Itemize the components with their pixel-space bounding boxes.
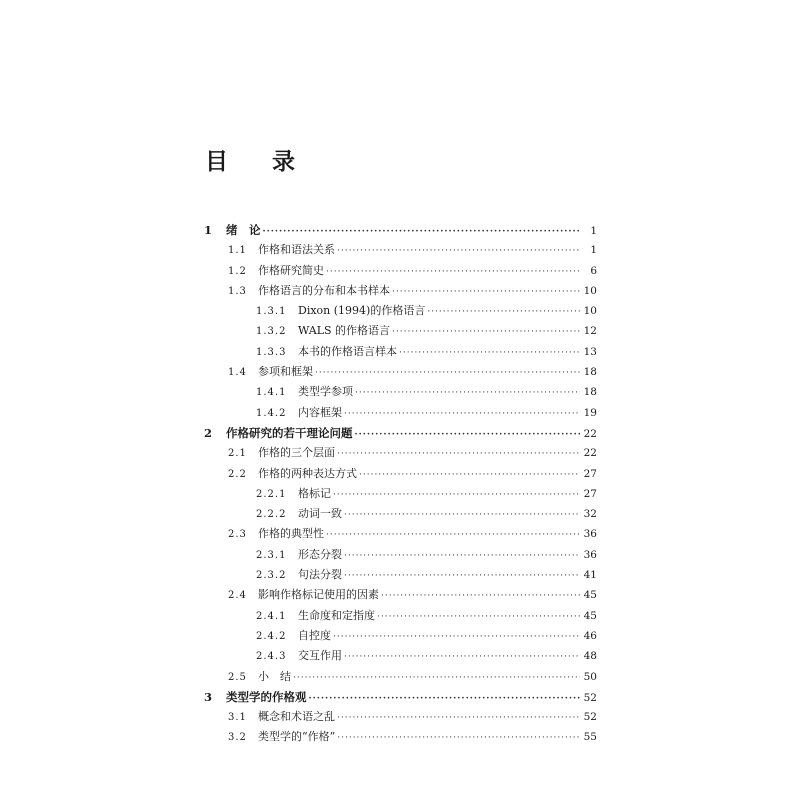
- toc-entry-title: 句法分裂: [298, 568, 342, 582]
- toc-entry-page-number: 55: [583, 731, 597, 744]
- dot-leader: [315, 363, 580, 383]
- toc-entry-number: 1.3.3: [256, 346, 287, 358]
- toc-entry[interactable]: [204, 646, 597, 666]
- toc-entry[interactable]: [204, 464, 597, 484]
- toc-entry-title: 交互作用: [298, 649, 342, 663]
- toc-entry-title: 作格的两种表达方式: [258, 466, 357, 480]
- toc-entry-number: 2.4.1: [256, 610, 287, 622]
- toc-entry-title: 作格研究简史: [258, 263, 324, 277]
- toc-entry[interactable]: [204, 606, 597, 626]
- toc-entry[interactable]: [204, 301, 597, 321]
- toc-entry-page-number: 18: [583, 366, 597, 379]
- toc-entry-title: 内容框架: [298, 405, 342, 419]
- toc-entry[interactable]: [204, 687, 597, 707]
- toc-entry-number: 2: [204, 425, 213, 440]
- toc-entry-title: 格标记: [298, 486, 331, 500]
- toc-entry-title: 参项和框架: [258, 365, 313, 379]
- toc-entry[interactable]: [204, 707, 597, 727]
- dot-leader: [309, 689, 581, 709]
- toc-entry-number: 1.3: [228, 285, 247, 297]
- toc-entry-number: 2.4: [228, 590, 247, 602]
- toc-entry-title: WALS 的作格语言: [298, 324, 391, 338]
- toc-entry-page-number: 27: [583, 487, 597, 500]
- table-of-contents: [204, 220, 597, 748]
- toc-entry-number: 2.3.2: [256, 570, 287, 582]
- toc-entry-title: 小 结: [258, 669, 291, 683]
- dot-leader: [355, 383, 580, 403]
- toc-entry-page-number: 19: [583, 406, 597, 419]
- toc-entry-title: 作格的典型性: [258, 527, 324, 541]
- toc-entry[interactable]: [204, 281, 597, 301]
- toc-entry[interactable]: [204, 321, 597, 341]
- toc-entry-number: 2.3: [228, 529, 247, 541]
- toc-entry[interactable]: [204, 545, 597, 565]
- toc-entry[interactable]: [204, 484, 597, 504]
- toc-entry-number: 1: [204, 223, 213, 237]
- toc-entry-page-number: 18: [583, 386, 597, 399]
- dot-leader: [381, 586, 580, 606]
- toc-entry-number: 1.4.2: [256, 407, 287, 419]
- toc-entry[interactable]: [204, 362, 597, 382]
- toc-entry-number: 2.4.3: [256, 651, 287, 663]
- toc-entry-title: 影响作格标记使用的因素: [258, 588, 379, 602]
- toc-entry-title: 作格语言的分布和本书样本: [258, 283, 390, 297]
- dot-leader: [392, 282, 580, 302]
- toc-entry[interactable]: [204, 504, 597, 524]
- toc-entry-title: 概念和术语之乱: [258, 710, 335, 724]
- dot-leader: [377, 607, 580, 627]
- toc-entry-page-number: 46: [583, 629, 597, 642]
- toc-entry-title: 作格的三个层面: [258, 446, 335, 460]
- toc-entry[interactable]: [204, 382, 597, 402]
- toc-entry-number: 2.4.2: [256, 630, 287, 642]
- toc-entry-number: 3: [204, 689, 213, 704]
- toc-entry-title: Dixon (1994)的作格语言: [298, 304, 426, 318]
- toc-entry-number: 2.2.1: [256, 488, 287, 500]
- dot-leader: [333, 485, 580, 505]
- toc-entry-page-number: 22: [583, 427, 597, 440]
- toc-entry-page-number: 50: [583, 670, 597, 683]
- toc-entry-title: 作格和语法关系: [258, 243, 335, 257]
- toc-entry-title: 生命度和定指度: [298, 608, 375, 622]
- toc-entry-page-number: 6: [590, 264, 597, 277]
- dot-leader: [359, 465, 580, 485]
- toc-entry-number: 1.3.2: [256, 326, 287, 338]
- toc-entry-number: 2.2: [228, 468, 247, 480]
- page-title: 目 录: [205, 148, 314, 175]
- toc-entry-page-number: 22: [583, 447, 597, 460]
- toc-entry[interactable]: [204, 667, 597, 687]
- toc-entry-page-number: 10: [583, 305, 597, 318]
- dot-leader: [399, 343, 580, 363]
- toc-entry-page-number: 27: [583, 467, 597, 480]
- dot-leader: [293, 668, 580, 688]
- dot-leader: [355, 425, 581, 445]
- dot-leader: [344, 647, 580, 667]
- toc-entry-page-number: 13: [583, 345, 597, 358]
- toc-entry-page-number: 36: [583, 548, 597, 561]
- toc-entry-number: 2.2.2: [256, 509, 287, 521]
- toc-entry-number: 2.5: [228, 671, 247, 683]
- toc-entry[interactable]: [204, 727, 597, 747]
- toc-entry-number: 1.1: [228, 245, 247, 257]
- toc-entry-page-number: 32: [583, 508, 597, 521]
- dot-leader: [326, 525, 580, 545]
- dot-leader: [337, 241, 580, 261]
- toc-entry-page-number: 48: [583, 650, 597, 663]
- toc-entry[interactable]: [204, 261, 597, 281]
- dot-leader: [392, 322, 580, 342]
- dot-leader: [344, 566, 580, 586]
- toc-entry-title: 类型学的作格观: [226, 689, 307, 704]
- dot-leader: [326, 262, 580, 282]
- toc-entry-number: 1.4.1: [256, 387, 287, 399]
- toc-entry-page-number: 52: [583, 711, 597, 724]
- toc-entry-number: 2.1: [228, 448, 247, 460]
- toc-entry-number: 3.2: [228, 732, 247, 744]
- toc-entry[interactable]: [204, 403, 597, 423]
- toc-entry-title: 形态分裂: [298, 547, 342, 561]
- dot-leader: [344, 546, 580, 566]
- toc-entry-page-number: 36: [583, 528, 597, 541]
- toc-entry-page-number: 45: [583, 589, 597, 602]
- toc-entry-page-number: 1: [590, 244, 597, 257]
- toc-entry[interactable]: [204, 423, 597, 443]
- toc-entry[interactable]: [204, 565, 597, 585]
- dot-leader: [337, 708, 580, 728]
- toc-entry-page-number: 12: [583, 325, 597, 338]
- toc-entry-page-number: 41: [583, 569, 597, 582]
- toc-entry[interactable]: [204, 240, 597, 260]
- dot-leader: [333, 627, 580, 647]
- toc-entry-page-number: 52: [583, 691, 597, 704]
- toc-entry-title: 类型学的“作格”: [258, 730, 336, 744]
- toc-entry-title: 作格研究的若干理论问题: [226, 425, 353, 440]
- toc-entry-number: 2.3.1: [256, 549, 287, 561]
- dot-leader: [344, 404, 580, 424]
- dot-leader: [263, 222, 581, 242]
- toc-entry[interactable]: [204, 524, 597, 544]
- toc-entry-page-number: 1: [590, 225, 597, 237]
- toc-entry-title: 绪 论: [226, 223, 261, 237]
- toc-entry-page-number: 10: [583, 284, 597, 297]
- toc-entry[interactable]: [204, 585, 597, 605]
- toc-entry-number: 3.1: [228, 712, 247, 724]
- dot-leader: [337, 728, 580, 748]
- toc-entry-title: 类型学参项: [298, 385, 353, 399]
- toc-entry-page-number: 45: [583, 609, 597, 622]
- toc-entry-title: 自控度: [298, 628, 331, 642]
- toc-entry-number: 1.4: [228, 367, 247, 379]
- toc-entry-number: 1.3.1: [256, 306, 287, 318]
- toc-entry-title: 动词一致: [298, 507, 342, 521]
- toc-entry[interactable]: [204, 443, 597, 463]
- toc-entry[interactable]: [204, 342, 597, 362]
- toc-entry-title: 本书的作格语言样本: [298, 344, 397, 358]
- toc-entry-number: 1.2: [228, 265, 247, 277]
- dot-leader: [337, 444, 580, 464]
- toc-entry[interactable]: [204, 220, 597, 240]
- dot-leader: [344, 505, 580, 525]
- toc-entry[interactable]: [204, 626, 597, 646]
- dot-leader: [427, 302, 580, 322]
